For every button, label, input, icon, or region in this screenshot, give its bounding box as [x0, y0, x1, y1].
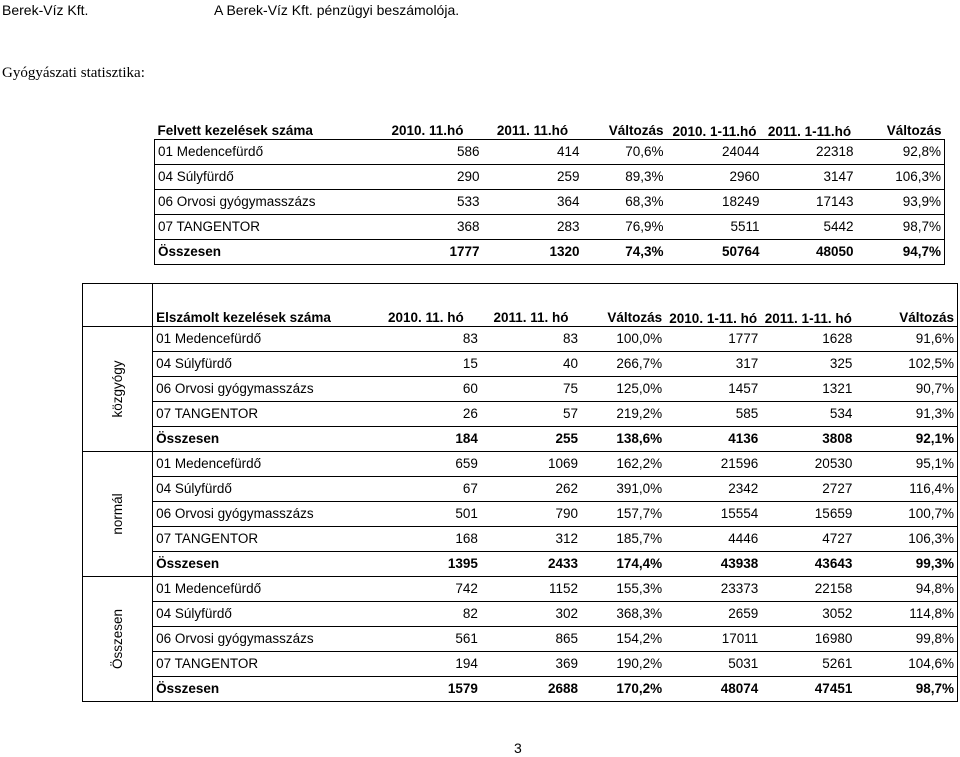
table-cell: 5261 — [761, 652, 855, 677]
table-cell: 16980 — [761, 627, 855, 652]
column-header: 2011. 1-11.hó — [763, 101, 857, 140]
row-label: Összesen — [155, 240, 373, 265]
table-cell: 100,0% — [581, 327, 665, 352]
table-row — [83, 627, 958, 652]
table-cell: 1777 — [665, 327, 761, 352]
table-cell: 74,3% — [583, 240, 667, 265]
table-cell: 92,1% — [855, 427, 957, 452]
table-cell: 266,7% — [581, 352, 665, 377]
column-header: Változás — [855, 284, 957, 327]
table-cell: 325 — [761, 352, 855, 377]
table-cell: 1069 — [481, 452, 581, 477]
group-label-cell — [83, 577, 153, 702]
table-cell: 312 — [481, 527, 581, 552]
table-cell: 3052 — [761, 602, 855, 627]
header-company: Berek-Víz Kft. — [2, 2, 89, 18]
table-cell: 290 — [373, 165, 483, 190]
table-cell: 99,3% — [855, 552, 957, 577]
column-header: Elszámolt kezelések száma — [153, 284, 371, 327]
group-label: közgyógy — [109, 360, 125, 418]
table-cell: 43643 — [761, 552, 855, 577]
table-cell: 3147 — [763, 165, 857, 190]
table-cell: 75 — [481, 377, 581, 402]
table-cell: 95,1% — [855, 452, 957, 477]
table-cell: 50764 — [667, 240, 763, 265]
table-cell: 15554 — [665, 502, 761, 527]
table-cell: 168 — [371, 527, 481, 552]
header-title: A Berek-Víz Kft. pénzügyi beszámolója. — [214, 2, 460, 18]
table-cell: 391,0% — [581, 477, 665, 502]
row-label: 06 Orvosi gyógymasszázs — [155, 190, 373, 215]
table-cell: 4136 — [665, 427, 761, 452]
table-cell: 157,7% — [581, 502, 665, 527]
column-header: 2011. 1-11. hó — [761, 284, 855, 327]
table-cell: 102,5% — [855, 352, 957, 377]
table-cell: 91,6% — [855, 327, 957, 352]
section-title: Gyógyászati statisztika: — [2, 65, 145, 81]
table-cell: 219,2% — [581, 402, 665, 427]
table-cell: 22318 — [763, 140, 857, 165]
group-header-blank — [83, 284, 153, 327]
table-cell: 3808 — [761, 427, 855, 452]
column-header: Változás — [581, 284, 665, 327]
table-cell: 15659 — [761, 502, 855, 527]
row-label: 06 Orvosi gyógymasszázs — [153, 377, 371, 402]
row-label: 07 TANGENTOR — [153, 402, 371, 427]
table-cell: 18249 — [667, 190, 763, 215]
table-cell: 865 — [481, 627, 581, 652]
table-cell: 174,4% — [581, 552, 665, 577]
table-cell: 659 — [371, 452, 481, 477]
table-cell: 1579 — [371, 677, 481, 702]
table-row — [83, 577, 958, 602]
table-cell: 70,6% — [583, 140, 667, 165]
table-cell: 185,7% — [581, 527, 665, 552]
table-cell: 1152 — [481, 577, 581, 602]
table-cell: 162,2% — [581, 452, 665, 477]
table-cell: 83 — [481, 327, 581, 352]
table-cell: 5511 — [667, 215, 763, 240]
table-cell: 2659 — [665, 602, 761, 627]
table-cell: 15 — [371, 352, 481, 377]
row-label: 01 Medencefürdő — [153, 327, 371, 352]
table-cell: 138,6% — [581, 427, 665, 452]
table-cell: 43938 — [665, 552, 761, 577]
table-cell: 99,8% — [855, 627, 957, 652]
table-cell: 1457 — [665, 377, 761, 402]
table-cell: 94,8% — [855, 577, 957, 602]
table-cell: 5031 — [665, 652, 761, 677]
table-cell: 369 — [481, 652, 581, 677]
table-cell: 561 — [371, 627, 481, 652]
row-label: 07 TANGENTOR — [155, 215, 373, 240]
table-cell: 40 — [481, 352, 581, 377]
table-cell: 100,7% — [855, 502, 957, 527]
row-label: 04 Súlyfürdő — [153, 352, 371, 377]
table-cell: 48074 — [665, 677, 761, 702]
table-cell: 47451 — [761, 677, 855, 702]
table-cell: 154,2% — [581, 627, 665, 652]
billed-treatments-table — [82, 283, 958, 702]
table-row — [155, 190, 945, 215]
row-label: 01 Medencefürdő — [155, 140, 373, 165]
table-cell: 91,3% — [855, 402, 957, 427]
table-cell: 190,2% — [581, 652, 665, 677]
column-header: Változás — [857, 101, 945, 140]
table-cell: 98,7% — [855, 677, 957, 702]
row-label: 04 Súlyfürdő — [155, 165, 373, 190]
table-cell: 98,7% — [857, 215, 945, 240]
table-cell: 5442 — [763, 215, 857, 240]
row-label: Összesen — [153, 427, 371, 452]
table-row — [83, 452, 958, 477]
table-cell: 114,8% — [855, 602, 957, 627]
table-cell: 262 — [481, 477, 581, 502]
column-header: 2010. 1-11. hó — [665, 284, 761, 327]
table-cell: 68,3% — [583, 190, 667, 215]
table-cell: 60 — [371, 377, 481, 402]
table-cell: 93,9% — [857, 190, 945, 215]
table-row — [83, 677, 958, 702]
column-header: 2010. 11.hó — [373, 101, 483, 140]
table-cell: 48050 — [763, 240, 857, 265]
table-cell: 2342 — [665, 477, 761, 502]
table-cell: 21596 — [665, 452, 761, 477]
table-cell: 368 — [373, 215, 483, 240]
table-cell: 194 — [371, 652, 481, 677]
table-cell: 23373 — [665, 577, 761, 602]
table-cell: 104,6% — [855, 652, 957, 677]
table-row — [83, 402, 958, 427]
table-cell: 2960 — [667, 165, 763, 190]
table-cell: 317 — [665, 352, 761, 377]
table-cell: 22158 — [761, 577, 855, 602]
table-cell: 1320 — [483, 240, 583, 265]
column-header: 2011. 11.hó — [483, 101, 583, 140]
table-row — [83, 477, 958, 502]
table-cell: 106,3% — [855, 527, 957, 552]
admitted-treatments-table — [154, 101, 945, 265]
table-cell: 4727 — [761, 527, 855, 552]
table-cell: 116,4% — [855, 477, 957, 502]
table-row — [83, 527, 958, 552]
table-cell: 92,8% — [857, 140, 945, 165]
table-cell: 20530 — [761, 452, 855, 477]
row-label: 04 Súlyfürdő — [153, 477, 371, 502]
table-cell: 17011 — [665, 627, 761, 652]
table-cell: 106,3% — [857, 165, 945, 190]
row-label: Összesen — [153, 552, 371, 577]
table-cell: 89,3% — [583, 165, 667, 190]
table-row — [83, 652, 958, 677]
table-cell: 1628 — [761, 327, 855, 352]
table-cell: 24044 — [667, 140, 763, 165]
table-cell: 90,7% — [855, 377, 957, 402]
table-row — [83, 427, 958, 452]
table-cell: 585 — [665, 402, 761, 427]
table-cell: 184 — [371, 427, 481, 452]
row-label: 04 Súlyfürdő — [153, 602, 371, 627]
table-header-row — [155, 101, 945, 140]
table-cell: 368,3% — [581, 602, 665, 627]
table-cell: 533 — [373, 190, 483, 215]
column-header: 2010. 1-11.hó — [667, 101, 763, 140]
table-cell: 4446 — [665, 527, 761, 552]
row-label: 01 Medencefürdő — [153, 577, 371, 602]
table-cell: 170,2% — [581, 677, 665, 702]
group-label-cell — [83, 327, 153, 452]
row-label: Összesen — [153, 677, 371, 702]
table-cell: 17143 — [763, 190, 857, 215]
table-row — [83, 602, 958, 627]
table-cell: 1777 — [373, 240, 483, 265]
table-row — [155, 240, 945, 265]
table-cell: 83 — [371, 327, 481, 352]
table-cell: 76,9% — [583, 215, 667, 240]
table-cell: 2688 — [481, 677, 581, 702]
table-cell: 302 — [481, 602, 581, 627]
table-header-row — [83, 284, 958, 327]
column-header: Változás — [583, 101, 667, 140]
row-label: 06 Orvosi gyógymasszázs — [153, 502, 371, 527]
column-header: Felvett kezelések száma — [155, 101, 373, 140]
table-row — [155, 140, 945, 165]
table-row — [83, 327, 958, 352]
table-row — [83, 377, 958, 402]
table-row — [83, 552, 958, 577]
table-cell: 534 — [761, 402, 855, 427]
table-cell: 2727 — [761, 477, 855, 502]
group-label-cell — [83, 452, 153, 577]
group-label: normál — [109, 493, 125, 535]
table-row — [155, 215, 945, 240]
table-cell: 155,3% — [581, 577, 665, 602]
table-cell: 82 — [371, 602, 481, 627]
table-cell: 2433 — [481, 552, 581, 577]
group-label: Összesen — [109, 608, 125, 670]
table-row — [83, 352, 958, 377]
column-header: 2010. 11. hó — [371, 284, 481, 327]
table-cell: 57 — [481, 402, 581, 427]
row-label: 06 Orvosi gyógymasszázs — [153, 627, 371, 652]
table-cell: 94,7% — [857, 240, 945, 265]
table-cell: 67 — [371, 477, 481, 502]
row-label: 01 Medencefürdő — [153, 452, 371, 477]
row-label: 07 TANGENTOR — [153, 652, 371, 677]
table-cell: 364 — [483, 190, 583, 215]
table-cell: 742 — [371, 577, 481, 602]
table-row — [83, 502, 958, 527]
table-cell: 259 — [483, 165, 583, 190]
table-cell: 283 — [483, 215, 583, 240]
table-cell: 1321 — [761, 377, 855, 402]
table-cell: 255 — [481, 427, 581, 452]
table-cell: 26 — [371, 402, 481, 427]
table-cell: 1395 — [371, 552, 481, 577]
table-cell: 586 — [373, 140, 483, 165]
table-row — [155, 165, 945, 190]
table-cell: 501 — [371, 502, 481, 527]
table-cell: 790 — [481, 502, 581, 527]
page-number: 3 — [514, 740, 522, 756]
row-label: 07 TANGENTOR — [153, 527, 371, 552]
table-cell: 125,0% — [581, 377, 665, 402]
table-cell: 414 — [483, 140, 583, 165]
column-header: 2011. 11. hó — [481, 284, 581, 327]
